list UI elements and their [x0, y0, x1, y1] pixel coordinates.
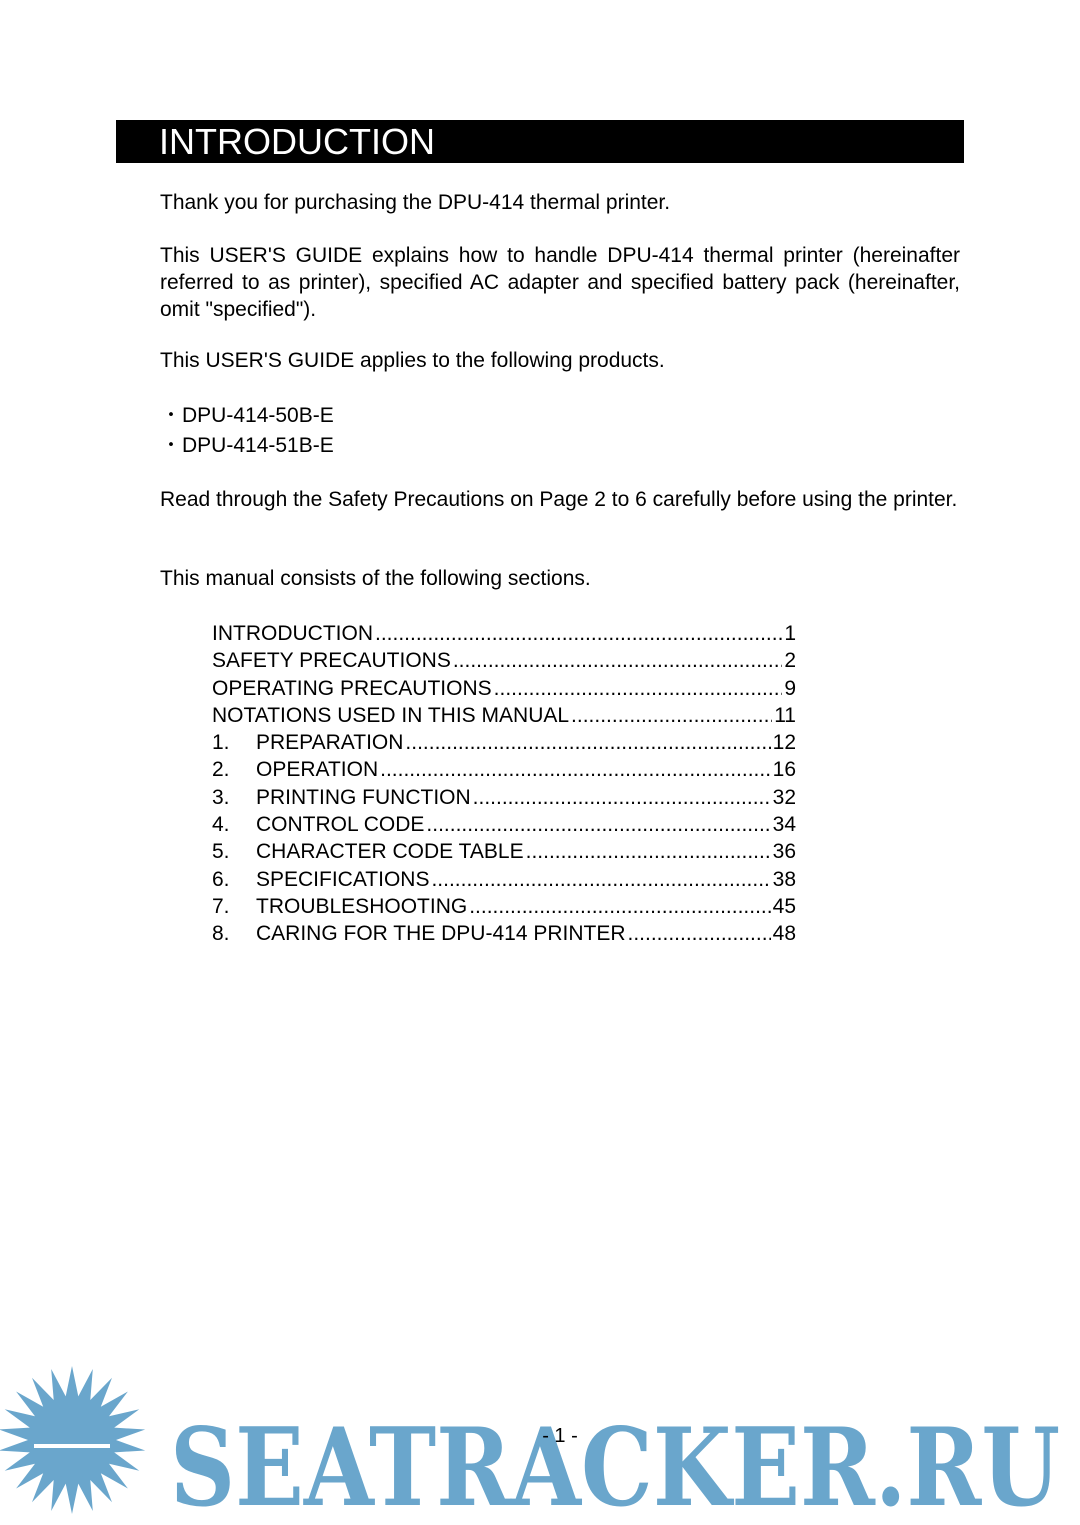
product-name: DPU-414-51B-E	[182, 434, 334, 457]
product-list-item	[160, 402, 334, 429]
bullet-icon: ・	[160, 434, 182, 457]
toc-number: 5.	[212, 840, 230, 864]
toc-leader-dots	[453, 647, 782, 674]
toc-leader-dots	[405, 729, 770, 756]
toc-page-number: 1	[784, 622, 796, 645]
intro-thanks-paragraph: Thank you for purchasing the DPU-414 thermal printer.	[160, 191, 671, 214]
toc-row	[212, 620, 796, 647]
toc-leader-dots	[526, 838, 771, 865]
toc-leader-dots	[469, 893, 770, 920]
toc-page-number: 32	[772, 785, 796, 809]
toc-page-number: 36	[772, 840, 796, 864]
toc-number: 3.	[212, 785, 230, 809]
toc-row	[212, 920, 796, 947]
toc-row	[212, 866, 796, 893]
section-title-bar	[116, 120, 964, 163]
toc-label: NOTATIONS USED IN THIS MANUAL	[212, 703, 570, 727]
intro-applies-paragraph: This USER'S GUIDE applies to the following products.	[160, 349, 665, 372]
toc-label: SPECIFICATIONS	[256, 867, 430, 891]
toc-number: 7.	[212, 894, 230, 918]
intro-explains-paragraph: This USER'S GUIDE explains how to handle DPU-414 thermal printer (hereinafter referred to as printer), specified AC adapter and specified battery pack (hereinafter, omit "specified").	[160, 244, 960, 321]
page-title: INTRODUCTION	[159, 121, 435, 162]
product-list-item	[160, 432, 334, 459]
toc-page-number: 34	[772, 813, 796, 837]
toc-label: INTRODUCTION	[212, 622, 373, 645]
toc-page-number: 38	[772, 867, 796, 891]
toc-page-number: 9	[784, 676, 796, 700]
toc-leader-dots	[473, 784, 771, 811]
toc-row	[212, 838, 796, 865]
toc-label: OPERATION	[256, 758, 379, 782]
toc-page-number: 16	[772, 758, 796, 782]
toc-row	[212, 784, 796, 811]
toc-row	[212, 675, 796, 702]
bullet-icon: ・	[160, 404, 182, 427]
toc-leader-dots	[628, 920, 771, 947]
toc-row	[212, 893, 796, 920]
page-number: - 1 -	[542, 1425, 578, 1447]
sun-disc	[34, 1402, 110, 1478]
toc-leader-dots	[375, 620, 782, 647]
toc-label: CONTROL CODE	[256, 813, 425, 837]
toc-label: PRINTING FUNCTION	[256, 785, 471, 809]
toc-label: TROUBLESHOOTING	[256, 894, 468, 918]
toc-leader-dots	[571, 702, 772, 729]
toc-number: 2.	[212, 758, 230, 782]
sections-intro-paragraph: This manual consists of the following sections.	[160, 567, 591, 590]
toc-page-number: 2	[784, 649, 796, 673]
toc-number: 4.	[212, 813, 230, 837]
product-name: DPU-414-50B-E	[182, 404, 334, 427]
toc-leader-dots	[380, 756, 771, 783]
toc-number: 6.	[212, 867, 230, 891]
sun-horizon-line	[34, 1444, 110, 1448]
toc-label: PREPARATION	[256, 731, 404, 755]
toc-page-number: 48	[772, 922, 796, 946]
toc-row	[212, 729, 796, 756]
toc-page-number: 12	[772, 731, 796, 755]
toc-row	[212, 811, 796, 838]
toc-leader-dots	[431, 866, 770, 893]
toc-number: 8.	[212, 922, 230, 946]
toc-label: CHARACTER CODE TABLE	[256, 840, 524, 864]
toc-page-number: 45	[772, 894, 796, 918]
toc-number: 1.	[212, 731, 230, 755]
table-of-contents	[212, 620, 796, 948]
safety-note-paragraph: Read through the Safety Precautions on Page 2 to 6 carefully before using the printer.	[160, 488, 958, 511]
toc-row	[212, 756, 796, 783]
toc-page-number: 11	[774, 703, 796, 727]
watermark-text: SEATRACKER.RU	[170, 1405, 1060, 1525]
toc-label: CARING FOR THE DPU-414 PRINTER	[256, 922, 626, 946]
toc-label: OPERATING PRECAUTIONS	[212, 676, 492, 700]
toc-leader-dots	[494, 675, 783, 702]
sun-icon	[0, 1366, 145, 1514]
toc-label: SAFETY PRECAUTIONS	[212, 649, 451, 673]
toc-leader-dots	[426, 811, 770, 838]
toc-row	[212, 702, 796, 729]
toc-row	[212, 647, 796, 674]
